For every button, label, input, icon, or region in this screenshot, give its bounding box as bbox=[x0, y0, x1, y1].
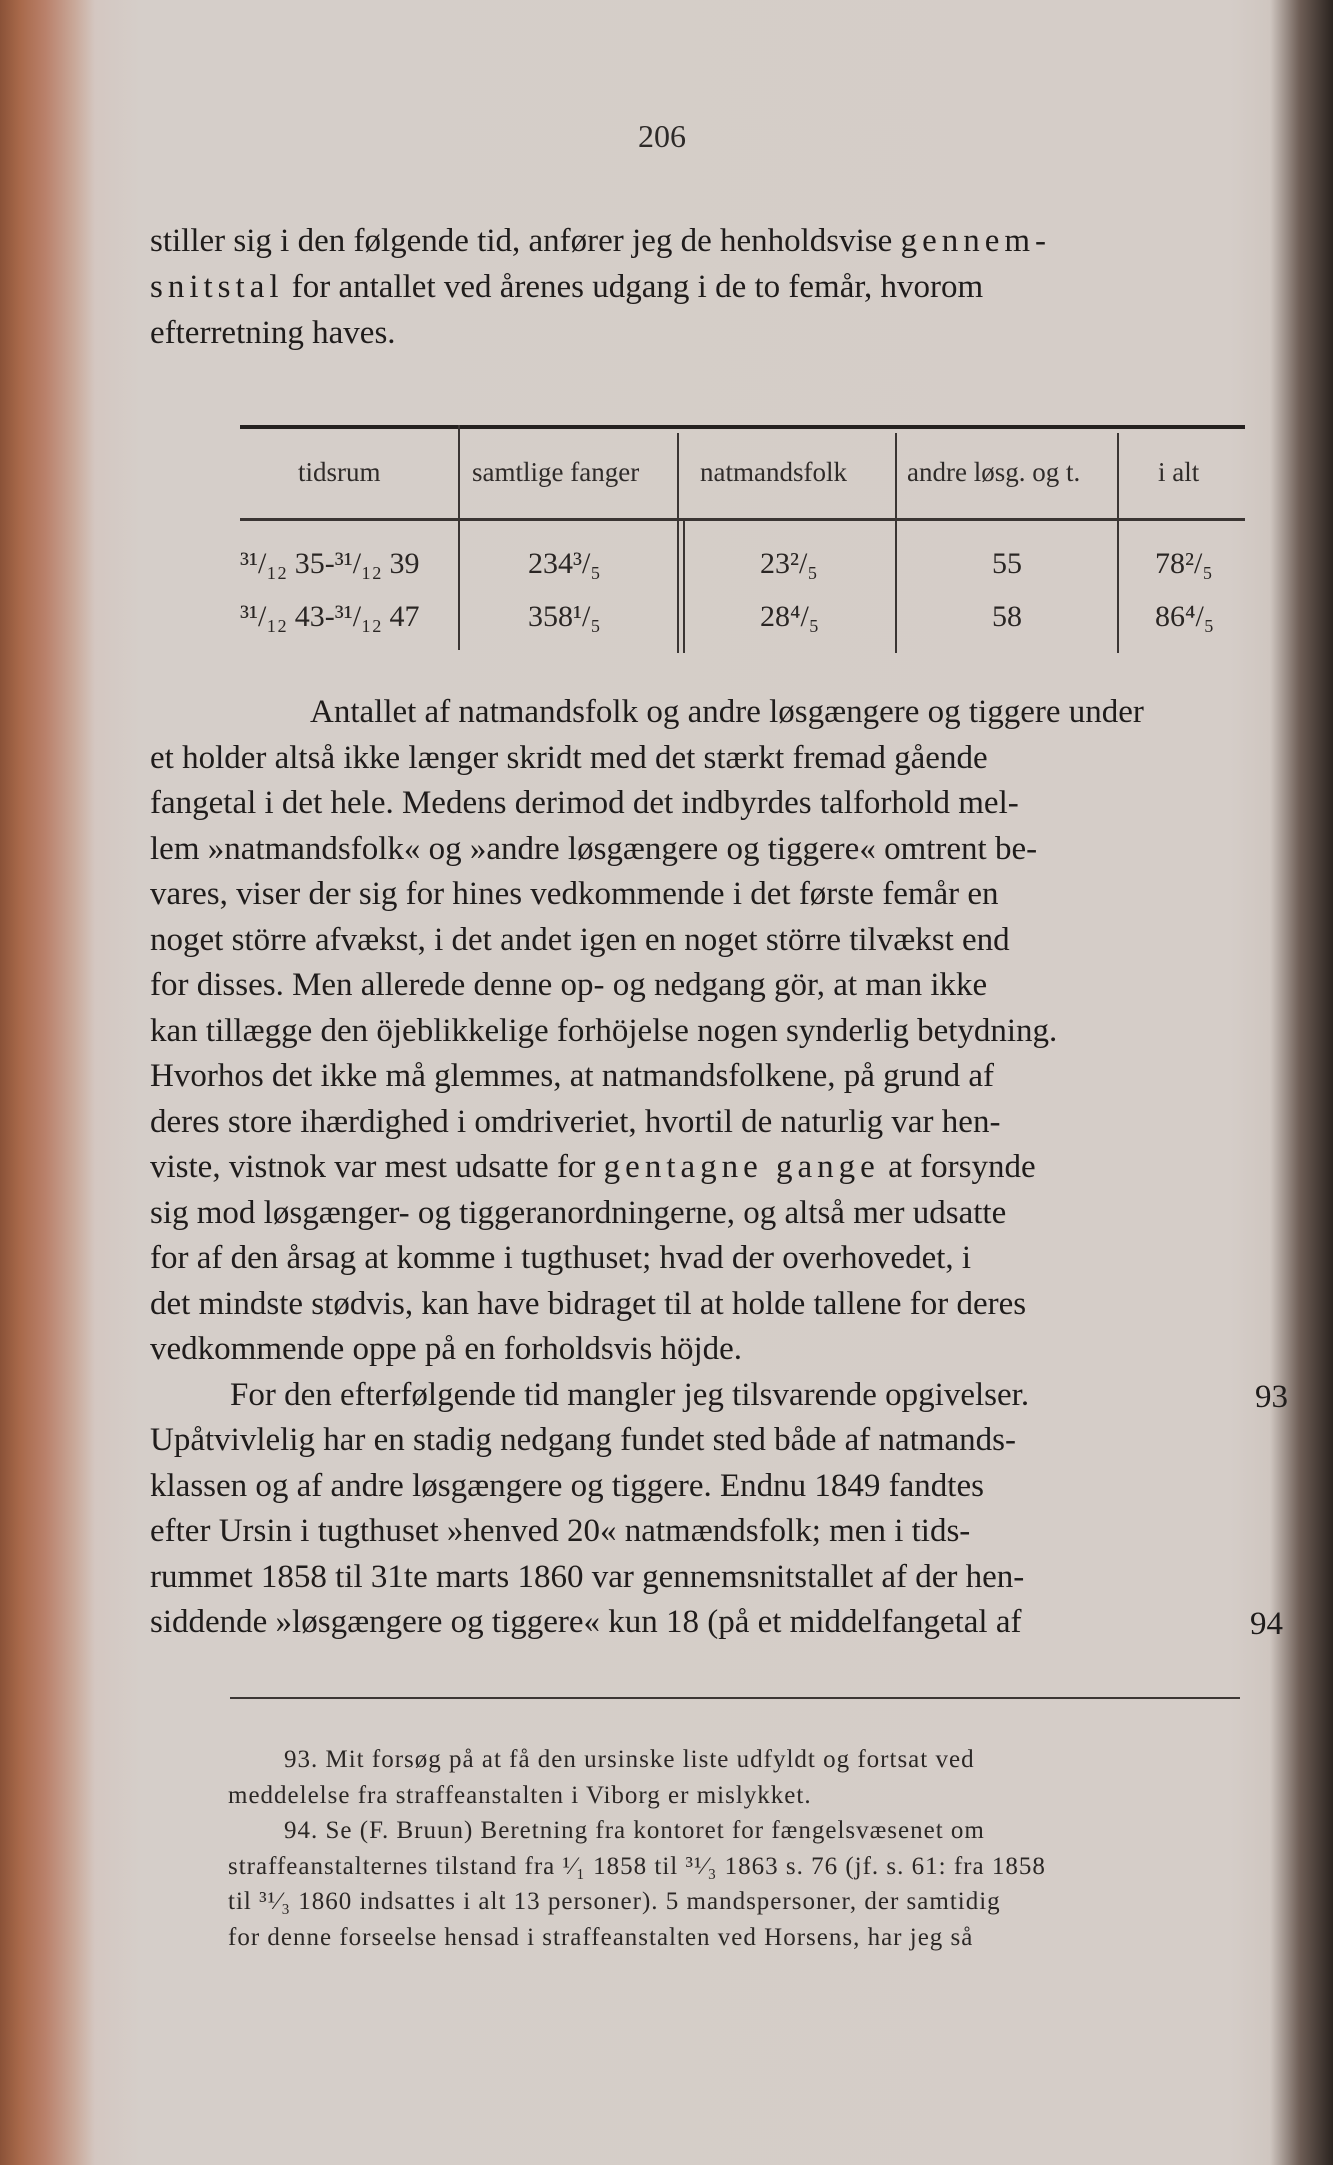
body-line: for af den årsag at komme i tugthuset; hvad der overhovedet, i bbox=[150, 1240, 972, 1276]
spaced-word: gentagne gange bbox=[603, 1149, 880, 1185]
header-andre-losg: andre løsg. og t. bbox=[907, 457, 1081, 487]
intro-paragraph bbox=[150, 218, 1250, 356]
body-line: fangetal i det hele. Medens derimod det indbyrdes talforhold mel- bbox=[150, 785, 1019, 821]
body-line: noget större afvækst, i det andet igen en noget större tilvækst end bbox=[150, 921, 1010, 958]
cell-andre-1: 55 bbox=[992, 547, 1022, 580]
cell-total-1: 234³/₅ bbox=[528, 547, 601, 580]
body-text: at forsynde bbox=[879, 1149, 1036, 1185]
header-natmandsfolk: natmandsfolk bbox=[700, 457, 847, 487]
cell-natmand-1: 23²/₅ bbox=[760, 547, 818, 580]
body-line: vares, viser der sig for hines vedkommende i det første femår en bbox=[150, 876, 999, 912]
body-line: sig mod løsgænger- og tiggeranordningerne, og altså mer udsatte bbox=[150, 1194, 1007, 1231]
page-number: 206 bbox=[638, 118, 686, 154]
column-divider bbox=[1117, 433, 1119, 653]
body-text: viste, vistnok var mest udsatte for bbox=[150, 1149, 604, 1185]
footnote-line: straffeanstalternes tilstand fra ¹⁄₁ 1858 til ³¹⁄₃ 1863 s. 76 (jf. s. 61: fra 1858 bbox=[228, 1852, 1046, 1880]
body-line: vedkommende oppe på en forholdsvis höjde. bbox=[150, 1331, 743, 1367]
header-samtlige-fanger: samtlige fanger bbox=[472, 457, 640, 487]
footnote-rule bbox=[230, 1697, 1240, 1699]
footnote-line: 94. Se (F. Bruun) Beretning fra kontoret for fængelsvæsenet om bbox=[284, 1817, 985, 1844]
body-line: Antallet af natmandsfolk og andre løsgængere og tiggere under bbox=[310, 694, 1144, 730]
body-line: rummet 1858 til 31te marts 1860 var gennemsnitstallet af der hen- bbox=[150, 1558, 1025, 1595]
footnote-line: 93. Mit forsøg på at få den ursinske liste udfyldt og fortsat ved bbox=[284, 1746, 975, 1773]
body-line: det mindste stødvis, kan have bidraget til at holde tallene for deres bbox=[150, 1285, 1027, 1322]
spaced-word: snitstal bbox=[150, 269, 284, 305]
footnotes bbox=[228, 1742, 1248, 1955]
cell-andre-2: 58 bbox=[992, 600, 1022, 633]
body-line: Hvorhos det ikke må glemmes, at natmandsfolkene, på grund af bbox=[150, 1058, 995, 1094]
footnote-line: til ³¹⁄₃ 1860 indsattes i alt 13 personer). 5 mandspersoner, der samtidig bbox=[228, 1888, 1001, 1915]
cell-period-1: ³¹/₁₂ 35-³¹/₁₂ 39 bbox=[240, 547, 420, 580]
margin-note-94: 94 bbox=[1250, 1606, 1283, 1642]
intro-text: stiller sig i den følgende tid, anfører jeg de henholdsvise bbox=[150, 223, 901, 259]
cell-natmand-2: 28⁴/₅ bbox=[760, 600, 820, 633]
intro-line bbox=[150, 218, 1250, 264]
column-divider bbox=[895, 433, 897, 653]
body-line: For den efterfølgende tid mangler jeg tilsvarende opgivelser. bbox=[230, 1376, 1030, 1413]
body-line: for disses. Men allerede denne op- og nedgang gör, at man ikke bbox=[150, 967, 988, 1003]
body-line: lem »natmandsfolk« og »andre løsgængere og tiggere« omtrent be- bbox=[150, 830, 1038, 867]
column-divider bbox=[458, 425, 460, 650]
cell-ialt-2: 86⁴/₅ bbox=[1155, 600, 1215, 633]
statistics-table bbox=[240, 425, 1245, 655]
cell-total-2: 358¹/₅ bbox=[528, 600, 601, 633]
table-header-rule bbox=[240, 518, 1245, 521]
footnote-line: for denne forseelse hensad i straffeanstalten ved Horsens, har jeg så bbox=[228, 1923, 974, 1951]
body-paragraphs bbox=[150, 690, 1250, 1646]
body-line: Upåtvivlelig har en stadig nedgang fundet sted både af natmands- bbox=[150, 1422, 1016, 1458]
intro-text: for antallet ved årenes udgang i de to femår, hvorom bbox=[283, 269, 984, 305]
column-divider bbox=[677, 433, 679, 653]
intro-line bbox=[150, 264, 1250, 310]
header-tidsrum: tidsrum bbox=[298, 457, 381, 487]
footnote-line: meddelelse fra straffeanstalten i Viborg er mislykket. bbox=[228, 1781, 812, 1809]
body-line: efter Ursin i tugthuset »henved 20« natmændsfolk; men i tids- bbox=[150, 1513, 971, 1549]
spaced-word: gennem- bbox=[900, 223, 1052, 259]
body-line: siddende »løsgængere og tiggere« kun 18 (på et middelfangetal af bbox=[150, 1604, 1022, 1640]
body-line: et holder altså ikke længer skridt med det stærkt fremad gående bbox=[150, 739, 988, 776]
header-i-alt: i alt bbox=[1158, 457, 1200, 487]
cell-ialt-1: 78²/₅ bbox=[1155, 547, 1213, 580]
body-line: klassen og af andre løsgængere og tiggere. Endnu 1849 fandtes bbox=[150, 1467, 984, 1504]
body-line bbox=[150, 1145, 1250, 1191]
body-line: kan tillægge den öjeblikkelige forhöjelse nogen synderlig betydning. bbox=[150, 1012, 1058, 1049]
cell-period-2: ³¹/₁₂ 43-³¹/₁₂ 47 bbox=[240, 600, 420, 633]
intro-line: efterretning haves. bbox=[150, 315, 396, 351]
margin-note-93: 93 bbox=[1255, 1379, 1288, 1415]
table-top-rule bbox=[240, 425, 1245, 429]
column-divider bbox=[683, 521, 685, 653]
body-line: deres store ihærdighed i omdriveriet, hvortil de naturlig var hen- bbox=[150, 1103, 1001, 1140]
